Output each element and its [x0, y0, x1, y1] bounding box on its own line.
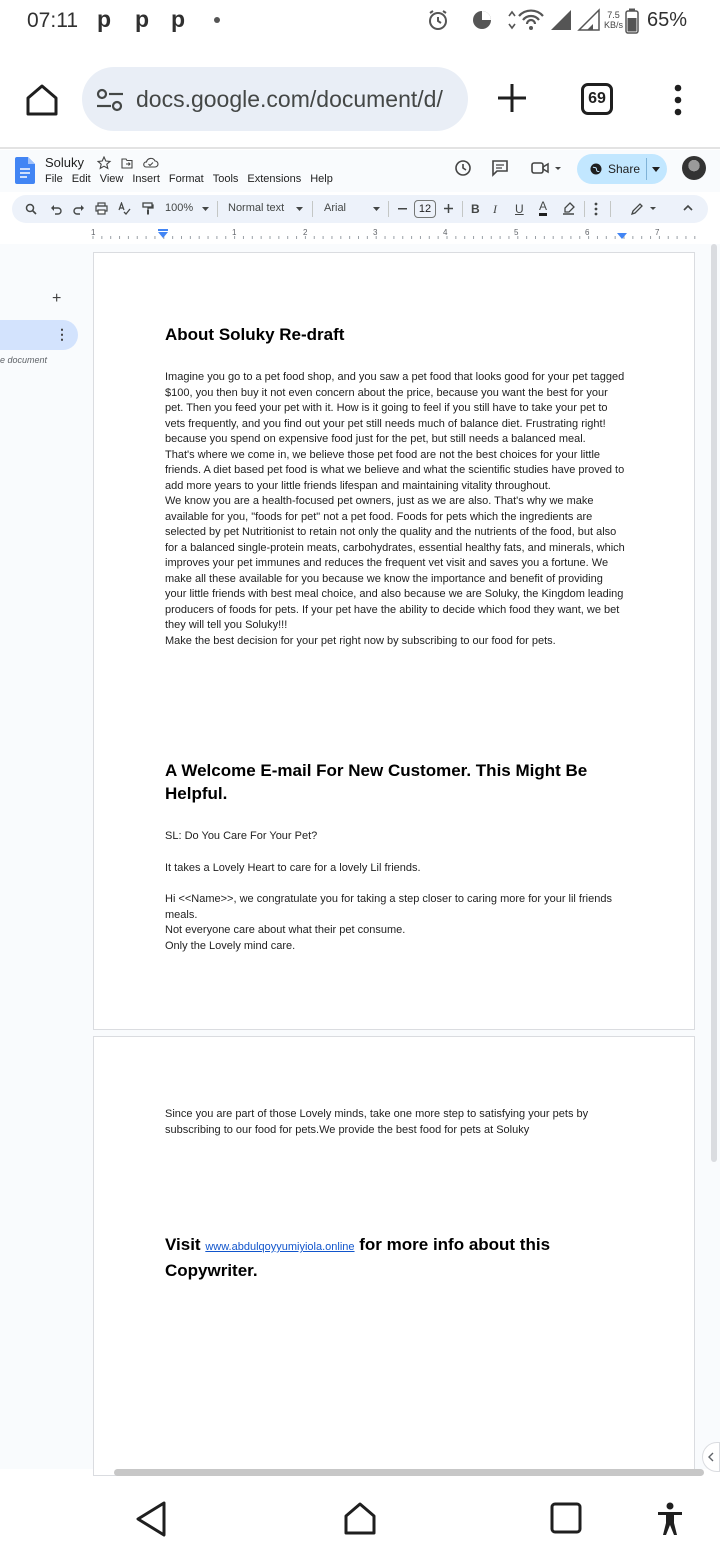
menu-insert[interactable]: Insert	[132, 173, 160, 185]
vertical-scrollbar[interactable]	[711, 244, 717, 1162]
paragraph[interactable]: Only the Lovely mind care.	[165, 939, 296, 952]
tab-switcher-button[interactable]: 69	[581, 83, 613, 115]
share-button[interactable]	[577, 154, 667, 184]
font-dropdown-icon[interactable]	[373, 207, 380, 211]
menu-view[interactable]: View	[99, 173, 124, 185]
site-settings-icon[interactable]	[95, 87, 125, 113]
undo-icon[interactable]	[50, 203, 62, 215]
highlight-color-icon[interactable]	[562, 202, 575, 215]
menu-tools[interactable]: Tools	[212, 173, 239, 185]
print-icon[interactable]	[95, 202, 108, 215]
share-divider	[646, 158, 647, 180]
tab-options-icon[interactable]: ⋮	[55, 326, 69, 342]
docs-header	[0, 150, 720, 192]
battery-level: 65%	[647, 9, 688, 31]
ruler-number: 1	[232, 228, 237, 237]
paragraph[interactable]: We know you are a health-focused pet owners, just as we are also. That's why we make available for you, "foods for pet" not a pet food. Foods for pets which the ingredients are selected by pet Nutritionist to retain not only the quality and the nutrients of the food, but also for a balanced single-protein meats, carbohydrates, essential healthy fats, and minerals, which improves your pet immunes and reduces the frequent vet visit and saves you a fortune. We make all these available for you because we know the importance and benefit of providing your little friends with best meal choice, and also because we are Soluky, the Kingdom leading producers of foods for pets. If your pet have the ability to decide which food they want, we bet they will tell you Soluky!!!	[165, 495, 625, 631]
chevron-left-icon	[708, 1452, 714, 1462]
notification-icon: p	[171, 6, 186, 32]
document-page[interactable]	[93, 252, 695, 1030]
docs-logo-icon[interactable]	[15, 157, 35, 184]
heading-2[interactable]: A Welcome E-mail For New Customer. This Might Be Helpful.	[165, 761, 588, 803]
toolbar-divider	[584, 201, 585, 217]
data-saver-icon	[470, 8, 494, 32]
title-actions	[97, 156, 159, 170]
more-tools-icon[interactable]	[594, 202, 598, 216]
document-page[interactable]	[93, 1036, 695, 1476]
menu-help[interactable]: Help	[310, 173, 333, 185]
home-icon[interactable]	[24, 82, 60, 118]
share-label: Share	[608, 162, 641, 176]
italic-button[interactable]: I	[493, 202, 497, 216]
search-menus-icon[interactable]	[25, 203, 37, 215]
ruler-number: 2	[303, 228, 308, 237]
menu-extensions[interactable]: Extensions	[247, 173, 302, 185]
collapse-toolbar-icon[interactable]	[683, 204, 693, 211]
notification-icon: p	[135, 6, 150, 32]
back-icon[interactable]	[134, 1500, 168, 1538]
ruler-number: 4	[443, 228, 448, 237]
signal-icon	[549, 8, 573, 32]
toolbar-divider	[388, 201, 389, 217]
paragraph[interactable]: Imagine you go to a pet food shop, and you saw a pet food that looks good for your pet tagged $100, you then buy it not even concern about the price, because you want the best for your pet. Then you feed your pet with it. How is it going to feel if you still have to take your pet to vets frequently, and you find out your pet still needs much of balance diet. Frustrating right! because you spend on expensive food just for the pet, but still needs a balanced meal.	[165, 371, 625, 445]
spellcheck-icon[interactable]	[118, 202, 131, 215]
ruler-number: 3	[373, 228, 378, 237]
outline-hint: e document	[0, 355, 48, 365]
paragraph[interactable]: It takes a Lovely Heart to care for a lovely Lil friends.	[165, 861, 421, 874]
status-bar	[0, 0, 720, 44]
document-title[interactable]: Soluky	[45, 155, 85, 170]
home-icon[interactable]	[342, 1500, 378, 1536]
notification-icon: p	[97, 6, 112, 32]
heading-1[interactable]: About Soluky Re-draft	[165, 325, 345, 344]
version-history-icon[interactable]	[454, 159, 472, 177]
selected-tab[interactable]	[0, 320, 78, 350]
paint-format-icon[interactable]	[141, 202, 154, 215]
alarm-icon	[426, 8, 450, 32]
star-icon[interactable]	[98, 157, 110, 168]
system-nav-bar	[0, 1482, 720, 1560]
ruler	[88, 228, 700, 242]
font-select[interactable]: Arial	[324, 202, 347, 214]
heading-welcome[interactable]	[165, 759, 627, 805]
first-line-indent-marker[interactable]	[158, 229, 168, 231]
ruler-number: 7	[655, 228, 660, 237]
website-link[interactable]: www.abdulqoyyumiyiola.online	[205, 1241, 355, 1253]
status-time: 07:11	[27, 9, 78, 32]
text-color-button[interactable]: A	[539, 200, 547, 216]
network-speed: 7.5 KB/s	[604, 10, 624, 30]
avatar[interactable]	[682, 156, 706, 180]
formatting-toolbar	[12, 195, 708, 223]
url-text[interactable]: docs.google.com/document/d/	[136, 86, 443, 112]
email-section[interactable]	[165, 829, 627, 954]
share-dropdown-icon[interactable]	[652, 167, 660, 172]
redo-icon[interactable]	[73, 203, 85, 215]
globe-icon	[590, 163, 602, 175]
heading-about[interactable]	[165, 325, 627, 345]
document-canvas[interactable]	[92, 244, 720, 1469]
more-notifications-icon	[214, 17, 220, 23]
heading-visit	[165, 1233, 627, 1282]
decrease-font-icon[interactable]	[398, 208, 407, 210]
paragraph[interactable]: Hi <<Name>>, we congratulate you for taking a step closer to caring more for your lil friends meals.	[165, 893, 612, 921]
paragraph[interactable]: Make the best decision for your pet right now by subscribing to our food for pets.	[165, 634, 556, 647]
body-section-1[interactable]	[165, 370, 627, 649]
font-size-input[interactable]: 12	[414, 200, 436, 218]
zoom-select[interactable]: 100%	[165, 202, 194, 214]
ruler-number: 5	[514, 228, 519, 237]
menu-edit[interactable]: Edit	[71, 173, 91, 185]
left-indent-marker[interactable]	[158, 232, 168, 238]
underline-button[interactable]: U	[515, 202, 524, 216]
ruler-number: 6	[585, 228, 590, 237]
recents-icon[interactable]	[550, 1502, 582, 1534]
browser-toolbar	[0, 60, 720, 140]
style-dropdown-icon[interactable]	[296, 207, 303, 211]
menu-file[interactable]: File	[45, 173, 63, 185]
toolbar-divider	[312, 201, 313, 217]
move-folder-icon[interactable]	[122, 159, 132, 168]
more-options-icon[interactable]	[668, 82, 688, 118]
bold-button[interactable]: B	[471, 202, 480, 216]
ruler-number: 1	[91, 228, 96, 237]
visit-prefix: Visit	[165, 1235, 201, 1254]
ruler-ticks	[88, 228, 700, 242]
wifi-icon	[505, 8, 547, 32]
meet-icon[interactable]	[530, 159, 564, 177]
menu-bar	[45, 173, 342, 185]
subject-line[interactable]: SL: Do You Care For Your Pet?	[165, 830, 318, 842]
editing-mode-icon[interactable]	[631, 202, 661, 215]
signal-2-icon	[577, 8, 601, 32]
paragraph[interactable]: That's where we come in, we believe those pet food are not the best choices for your little friends. A diet based pet food is what we believe and what the scientific studies have proved to add more years to your little friends lifespan and maintaining vitality throughout.	[165, 448, 625, 492]
visit-heading[interactable]	[165, 1233, 627, 1282]
menu-format[interactable]: Format	[168, 173, 204, 185]
toolbar-divider	[462, 201, 463, 217]
right-indent-marker[interactable]	[617, 233, 627, 239]
document-outline-pane	[0, 244, 92, 1469]
battery-icon	[625, 8, 639, 34]
paragraph[interactable]: Not everyone care about what their pet consume.	[165, 924, 406, 936]
toolbar-divider	[217, 201, 218, 217]
style-select[interactable]: Normal text	[228, 202, 285, 214]
divider	[0, 147, 720, 149]
cloud-status-icon[interactable]	[144, 158, 158, 167]
new-tab-icon[interactable]	[494, 80, 530, 116]
toolbar-divider	[610, 201, 611, 217]
accessibility-icon[interactable]	[656, 1502, 684, 1536]
comments-icon[interactable]	[491, 159, 509, 177]
body-section-2[interactable]	[165, 1107, 627, 1138]
paragraph[interactable]: Since you are part of those Lovely minds, take one more step to satisfying your pets by subscribing to our food for pets.We provide the best food for pets at Soluky	[165, 1108, 589, 1136]
increase-font-icon[interactable]	[444, 204, 453, 213]
horizontal-scrollbar[interactable]	[114, 1469, 704, 1476]
zoom-dropdown-icon[interactable]	[202, 207, 209, 211]
url-bar[interactable]	[82, 67, 468, 131]
add-tab-icon[interactable]: +	[52, 290, 62, 307]
visit-suffix: for more info about this Copywriter.	[165, 1235, 551, 1280]
